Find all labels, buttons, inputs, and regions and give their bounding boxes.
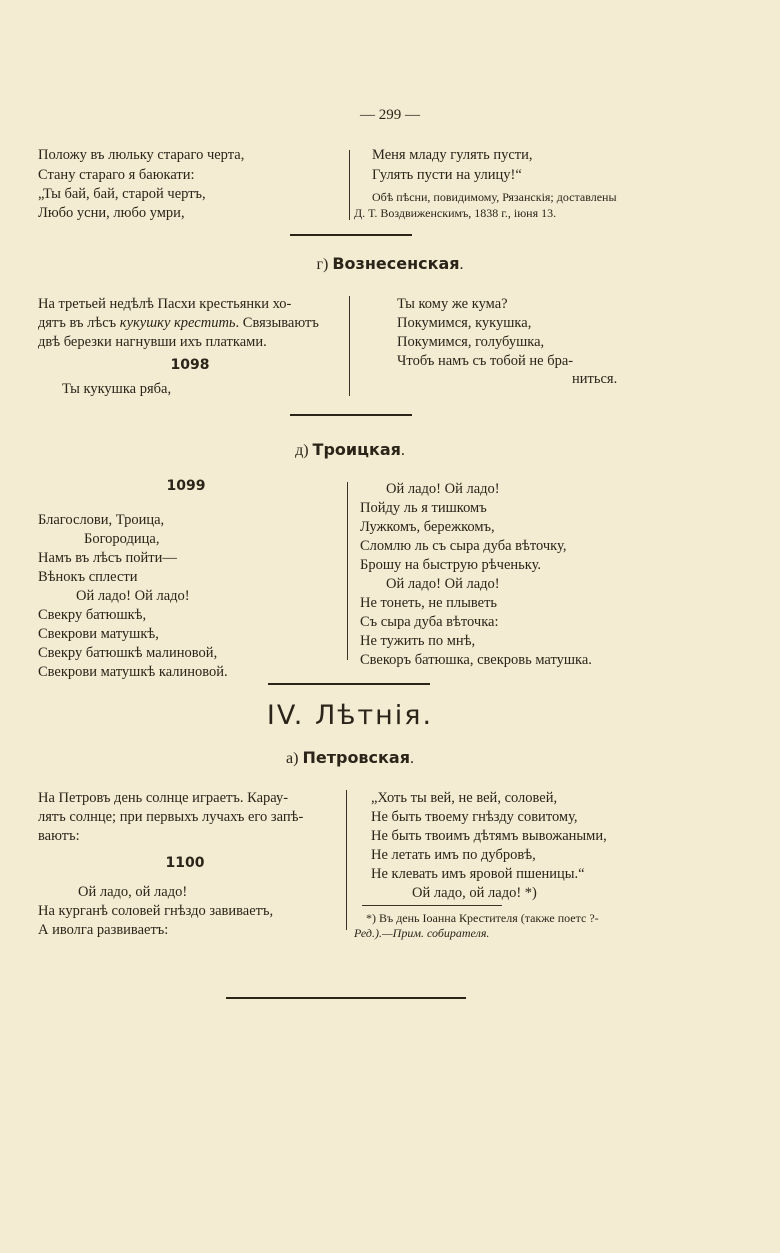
column-divider: [349, 150, 350, 220]
song-line: Благослови, Троица,: [38, 512, 165, 528]
song-line: Сломлю ль съ сыра дуба вѣточку,: [360, 538, 567, 554]
song-line: На курганѣ соловей гнѣздо завиваетъ,: [38, 903, 274, 919]
song-line: Ты кому же кума?: [397, 296, 508, 312]
footnote-rule: [362, 905, 502, 906]
song-line: Ой ладо, ой ладо! *): [412, 885, 537, 901]
intro-line: ваютъ:: [38, 828, 80, 844]
page-number: — 299 —: [360, 107, 420, 123]
song-line: Не быть твоему гнѣзду совитому,: [371, 809, 578, 825]
column-divider: [347, 482, 348, 660]
footnote-line: Ред.).—Прим. собирателя.: [354, 926, 490, 940]
section-letter: г): [316, 256, 329, 273]
intro-line: лятъ солнце; при первыхъ лучахъ его запѣ-: [38, 809, 304, 825]
song-line: Чтобъ намъ съ тобой не бра-: [397, 353, 574, 369]
section-rule: [290, 234, 412, 236]
song-line: Свекрови матушкѣ,: [38, 626, 159, 642]
song-line: Не быть твоимъ дѣтямъ вывожаными,: [371, 828, 607, 844]
song-line: ниться.: [572, 371, 618, 387]
song-line: Съ сыра дуба вѣточка:: [360, 614, 499, 630]
section-letter: а): [286, 750, 299, 767]
intro-line: На Петровъ день солнце играетъ. Карау-: [38, 790, 289, 806]
intro-italic-phrase: кукушку крестить: [119, 315, 236, 331]
song-line: Не клевать имъ яровой пшеницы.“: [371, 866, 585, 882]
song-line: „Хоть ты вей, не вей, соловей,: [371, 790, 558, 806]
section-heading-voznesenskaya: г) Вознесенская.: [316, 254, 464, 273]
song-line: Ой ладо! Ой ладо!: [76, 588, 190, 604]
song-line: Свекру батюшкѣ,: [38, 607, 147, 623]
song-line: Ой ладо, ой ладо!: [78, 884, 188, 900]
song-number: 1098: [170, 357, 210, 373]
song-line: Свекоръ батюшка, свекровь матушка.: [360, 652, 592, 668]
top-right-line: Меня младу гулять пусти,: [372, 147, 533, 163]
song-line: Намъ въ лѣсъ пойти—: [38, 550, 177, 566]
top-left-line: Стану стараго я баюкати:: [38, 167, 195, 183]
song-number: 1099: [166, 478, 206, 494]
section-rule: [268, 683, 430, 685]
section-rule: [290, 414, 412, 416]
song-line: Богородица,: [84, 531, 160, 547]
song-line: Брошу на быструю рѣченьку.: [360, 557, 542, 573]
top-left-line: Положу въ люльку стараго черта,: [38, 147, 245, 163]
section-title: Вознесенская: [332, 254, 460, 273]
song-line: Свекру батюшкѣ малиновой,: [38, 645, 218, 661]
song-line: Ой ладо! Ой ладо!: [386, 576, 500, 592]
song-line: Покумимся, голубушка,: [397, 334, 545, 350]
song-line: Лужкомъ, бережкомъ,: [360, 519, 495, 535]
source-note-line: Обѣ пѣсни, повидимому, Рязанскія; доставлены: [372, 190, 617, 204]
song-line: Не летать имъ по дубровѣ,: [371, 847, 536, 863]
end-rule: [226, 997, 466, 999]
section-heading-petrovskaya: а) Петровская.: [286, 748, 414, 767]
song-line: Пойду ль я тишкомъ: [360, 500, 487, 516]
song-line: А иволга развиваетъ:: [38, 922, 169, 938]
section-letter: д): [295, 442, 309, 459]
section-heading-troitskaya: д) Троицкая.: [295, 440, 405, 459]
song-line: Покумимся, кукушка,: [397, 315, 532, 331]
top-right-line: Гулять пусти на улицу!“: [372, 167, 522, 183]
column-divider: [349, 296, 350, 396]
intro-line: На третьей недѣлѣ Пасхи крестьянки хо-: [38, 296, 292, 312]
top-left-line: „Ты бай, бай, старой чертъ,: [38, 186, 206, 202]
song-line: Не тонеть, не плыветь: [360, 595, 498, 611]
part-heading: IV. Лѣтнія.: [266, 700, 434, 731]
intro-line: дятъ въ лѣсъ кукушку крестить. Связываютъ: [38, 315, 319, 331]
song-line: Вѣнокъ сплести: [38, 569, 138, 585]
song-line: Свекрови матушкѣ калиновой.: [38, 664, 228, 680]
source-note-line: Д. Т. Воздвиженскимъ, 1838 г., іюня 13.: [354, 206, 557, 220]
top-left-line: Любо усни, любо умри,: [38, 205, 185, 221]
intro-line: двѣ березки нагнувши ихъ платками.: [38, 334, 267, 350]
song-number: 1100: [165, 855, 205, 871]
section-title: Троицкая: [312, 440, 401, 459]
column-divider: [346, 790, 347, 930]
song-line: Ой ладо! Ой ладо!: [386, 481, 500, 497]
song-line: Ты кукушка ряба,: [62, 381, 172, 397]
song-line: Не тужить по мнѣ,: [360, 633, 476, 649]
section-title: Петровская: [302, 748, 410, 767]
footnote-line: *) Въ день Іоанна Крестителя (также поетс ?-: [366, 911, 599, 925]
